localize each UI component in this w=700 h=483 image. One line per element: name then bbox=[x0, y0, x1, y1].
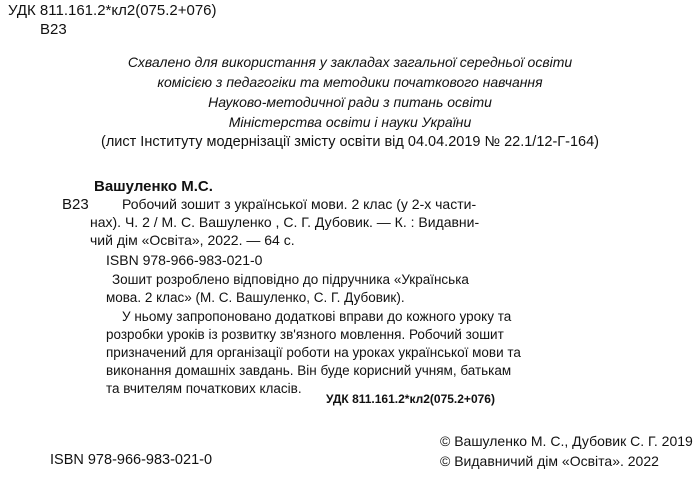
approval-line: комісією з педагогіки та методики початкового навчання bbox=[157, 74, 543, 90]
bibliographic-line: Робочий зошит з української мови. 2 клас (у 2-х части- bbox=[122, 196, 477, 212]
copyright-publisher: © Видавничий дім «Освіта». 2022 bbox=[440, 453, 659, 469]
annotation-line: призначений для організації роботи на уроках української мови та bbox=[106, 345, 521, 360]
bibliographic-line: чий дім «Освіта», 2022. — 64 с. bbox=[90, 232, 295, 248]
annotation-line: Зошит розроблено відповідно до підручника «Українська bbox=[112, 272, 469, 287]
approval-line: Міністерства освіти і науки України bbox=[228, 114, 472, 130]
isbn-footer: ISBN 978-966-983-021-0 bbox=[50, 452, 213, 468]
annotation-line: мова. 2 клас» (М. С. Вашуленко, С. Г. Дубовик). bbox=[106, 290, 405, 305]
catalog-index: В23 bbox=[62, 196, 89, 213]
udk-code-top: УДК 811.161.2*кл2(075.2+076) bbox=[8, 2, 217, 19]
author-heading: Вашуленко М.С. bbox=[94, 178, 213, 195]
catalog-index-top: В23 bbox=[40, 21, 67, 38]
copyright-authors: © Вашуленко М. С., Дубовик С. Г. 2019 bbox=[440, 433, 693, 449]
bibliographic-line: нах). Ч. 2 / М. С. Вашуленко , С. Г. Дубовик. — К. : Видавни- bbox=[90, 214, 480, 230]
annotation-line: та вчителям початкових класів. bbox=[106, 381, 302, 396]
approval-letter-reference: (лист Інституту модернізації змісту освіти від 04.04.2019 № 22.1/12-Г-164) bbox=[101, 134, 599, 150]
approval-line: Науково-методичної ради з питань освіти bbox=[208, 94, 492, 110]
approval-line: Схвалено для використання у закладах загальної середньої освіти bbox=[127, 54, 573, 70]
isbn-line: ISBN 978-966-983-021-0 bbox=[106, 252, 263, 268]
annotation-line: розробки уроків із розвитку зв'язного мовлення. Робочий зошит bbox=[106, 327, 504, 342]
udk-code-card: УДК 811.161.2*кл2(075.2+076) bbox=[326, 392, 495, 406]
annotation-line: У ньому запропоновано додаткові вправи до кожного уроку та bbox=[122, 309, 512, 324]
annotation-line: виконання домашніх завдань. Він буде корисний учням, батькам bbox=[106, 363, 512, 378]
